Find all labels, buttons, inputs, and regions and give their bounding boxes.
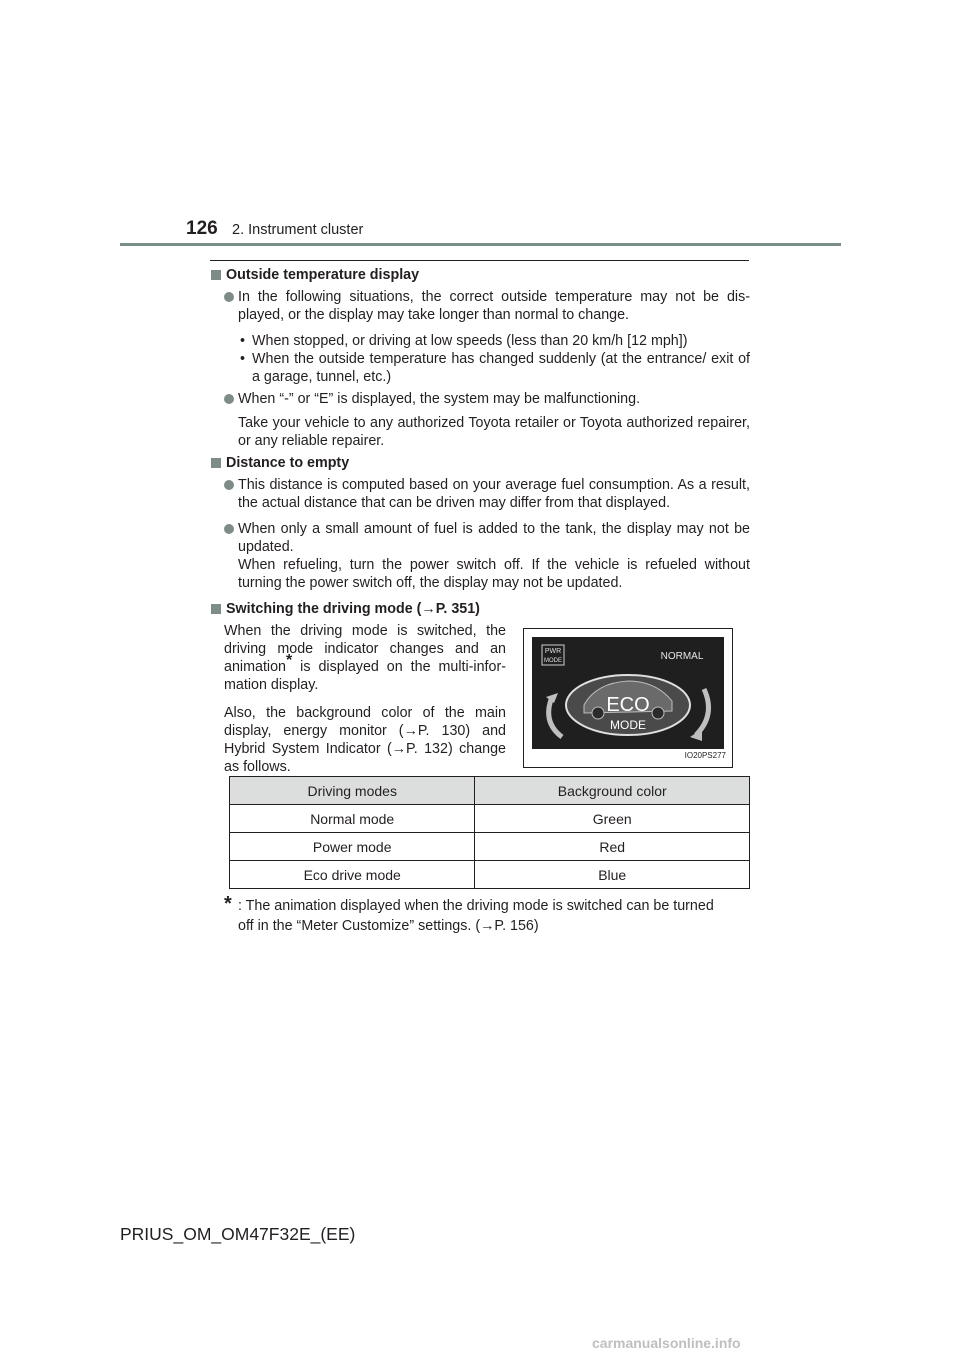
distance-heading-text: Distance to empty [226, 455, 350, 471]
footnote-mark: * [286, 652, 293, 670]
outside-temp-bullet-2 [210, 390, 750, 408]
header-rule [120, 243, 841, 246]
driving-mode-heading [210, 600, 750, 618]
sub-bullet-mark: • [240, 333, 246, 349]
driving-mode-text [224, 622, 506, 786]
driving-mode-paragraph-1 [224, 622, 506, 694]
bullet-text-continued: When refueling, turn the power switch off. If the vehicle is refueled without turning the power switch off, the display may not be updated. [238, 557, 750, 591]
pwr-mode-label: MODE [544, 658, 562, 664]
bullet-text: When only a small amount of fuel is added to the tank, the display may not be updated. [238, 521, 750, 555]
square-bullet-icon [211, 270, 221, 280]
bullet-text: This distance is computed based on your average fuel consumption. As a result, the actual distance that can be driven may differ from that displayed. [238, 477, 750, 511]
eco-mode-display-figure [523, 628, 733, 768]
bullet-text: When “-” or “E” is displayed, the system may be malfunctioning. [238, 391, 641, 407]
sub-text: When the outside temperature has changed suddenly (at the entrance/ exit of a garage, tunnel, etc.) [252, 351, 750, 385]
normal-label: NORMAL [660, 651, 704, 662]
bullet-text: In the following situations, the correct outside temperature may not be dis-played, or the display may take longer than normal to change. [238, 289, 750, 323]
driving-mode-paragraph-2: Also, the background color of the main display, energy monitor (→P. 130) and Hybrid System Indicator (→P. 132) change as follows. [224, 705, 506, 775]
footnote-star: * [224, 893, 232, 915]
section-divider [210, 260, 749, 261]
paragraph-text: When the driving mode is switched, the driving mode indicator changes and an animation [224, 623, 506, 675]
distance-bullet-2 [210, 520, 750, 592]
table-cell: Normal mode [230, 805, 475, 833]
table-row [230, 833, 750, 861]
square-bullet-icon [211, 458, 221, 468]
figure-code: IO20PS277 [684, 751, 726, 760]
table-cell: Green [475, 805, 750, 833]
table-row [230, 805, 750, 833]
table-header-cell: Driving modes [230, 777, 475, 805]
circle-bullet-icon [224, 292, 234, 302]
footnote-line-1: : The animation displayed when the driving mode is switched can be turned [238, 898, 714, 914]
distance-bullet-1 [210, 476, 750, 512]
eco-mode-label: MODE [610, 718, 646, 732]
driving-mode-section [210, 622, 750, 794]
outside-temp-note: Take your vehicle to any authorized Toyota retailer or Toyota authorized repairer, or any reliable repairer. [238, 415, 750, 449]
distance-heading [210, 454, 750, 472]
outside-temp-sub-1 [210, 332, 750, 350]
footnote-line-2: off in the “Meter Customize” settings. (→P. 156) [238, 918, 539, 934]
outside-temp-heading [210, 266, 750, 284]
chapter-title: 2. Instrument cluster [232, 222, 364, 238]
circle-bullet-icon [224, 524, 234, 534]
table-header-cell: Background color [475, 777, 750, 805]
driving-mode-heading-text: Switching the driving mode (→P. 351) [226, 601, 480, 617]
paragraph-text-continued: is displayed on the multi-infor-mation display. [224, 659, 506, 693]
square-bullet-icon [211, 604, 221, 614]
outside-temp-heading-text: Outside temperature display [226, 267, 420, 283]
table-cell: Red [475, 833, 750, 861]
circle-bullet-icon [224, 394, 234, 404]
pwr-label: PWR [544, 648, 562, 655]
outside-temp-sub-2 [210, 350, 750, 386]
outside-temp-bullet-1 [210, 288, 750, 324]
document-id: PRIUS_OM_OM47F32E_(EE) [120, 1224, 356, 1244]
footnote [224, 893, 750, 936]
table-cell: Blue [475, 861, 750, 889]
watermark: carmanualsonline.info [592, 1335, 741, 1351]
sub-bullet-mark: • [240, 351, 246, 367]
driving-modes-table [229, 776, 750, 889]
table-header-row [230, 777, 750, 805]
table-cell: Power mode [230, 833, 475, 861]
table-row [230, 861, 750, 889]
sub-text: When stopped, or driving at low speeds (less than 20 km/h [12 mph]) [252, 333, 688, 349]
eco-label: ECO [606, 694, 650, 716]
eco-mode-screen-image [532, 637, 724, 749]
circle-bullet-icon [224, 480, 234, 490]
page-number: 126 [186, 218, 218, 239]
page-content [210, 266, 750, 794]
table-cell: Eco drive mode [230, 861, 475, 889]
